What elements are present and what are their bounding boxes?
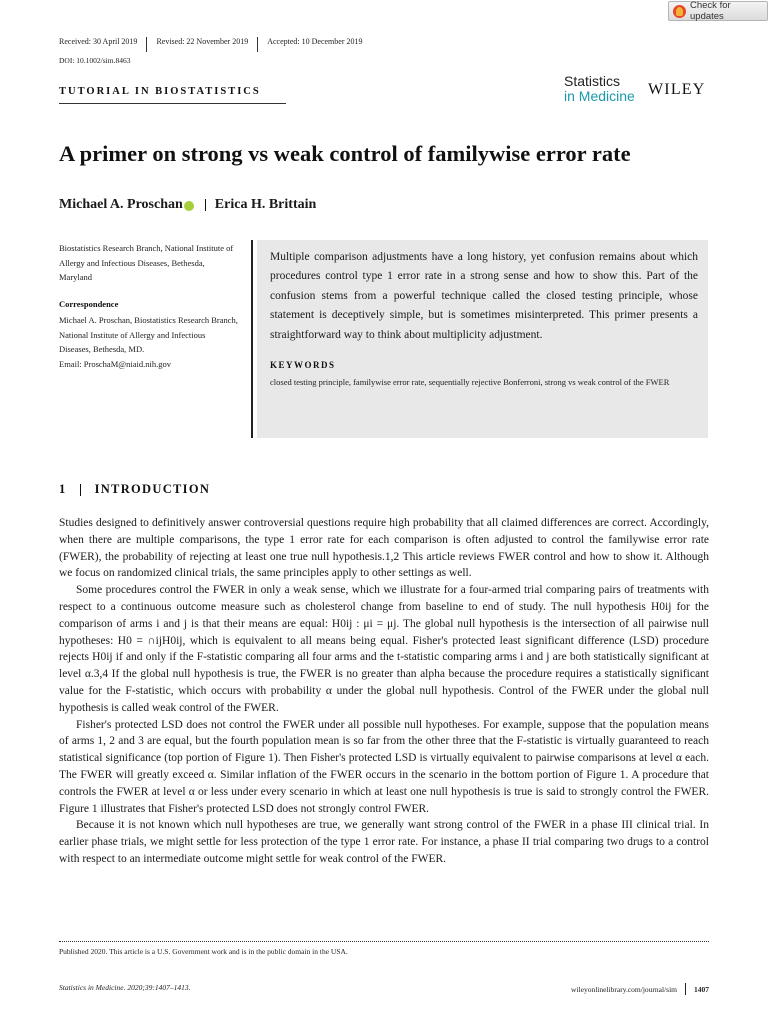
- footer-right: [571, 983, 709, 995]
- journal-url[interactable]: wileyonlinelibrary.com/journal/sim: [571, 984, 677, 994]
- section-number: 1: [59, 482, 67, 496]
- correspondence-heading: Correspondence: [59, 299, 119, 309]
- footer-citation: [59, 983, 190, 992]
- body-text: [59, 515, 709, 868]
- correspondence-block: [59, 313, 239, 372]
- author-divider: [205, 199, 206, 211]
- correspondence-email[interactable]: Email: ProschaM@niaid.nih.gov: [59, 359, 171, 370]
- article-title: A primer on strong vs weak control of familywise error rate: [59, 141, 631, 166]
- keywords-text: closed testing principle, familywise error rate, sequentially rejective Bonferroni, strong vs weak control of the FWER: [270, 377, 670, 388]
- section-type-rule: [59, 103, 286, 104]
- paragraph: Some procedures control the FWER in only a weak sense, which we illustrate for a four-armed trial comparing pairs of treatments with respect to a continuous outcome measure such as cholesterol change from baseline to end of study. The null hypothesis H0ij for the comparison of arms i and j is that their means are equal: H0ij : μi = μj. The global null hypothesis is the intersection of all pairwise null hypotheses: H0 = ∩ijH0ij, which is equivalent to all means being equal. Fisher's protected least significant difference (LSD) procedure rejects H0ij if and only if the F-statistic comparing all four arms and the t-statistic comparing arms i and j are both statistically significant at level α.3,4 If the global null hypothesis is true, the FWER is no greater than alpha because the procedure requires a statistically significant value for the F-statistic, which occurs with probability α under the global null hypothesis. Control of the FWER under the global null hypothesis is called weak control of the FWER.: [59, 584, 709, 714]
- check-for-updates-button[interactable]: [668, 1, 768, 21]
- author-list: [59, 197, 316, 213]
- author-brittain[interactable]: Erica H. Brittain: [214, 197, 317, 212]
- author-proschan[interactable]: Michael A. Proschan: [59, 197, 183, 212]
- revised-date: Revised: 22 November 2019: [146, 37, 257, 52]
- abstract-text: Multiple comparison adjustments have a long history, yet confusion remains about which procedures control type 1 error rate in a strong sense and how to show this. Part of the confusion stems from a powerful technique called the closed testing principle, whose statement is deceptively simple, but is sometimes misinterpreted. This primer presents a straightforward way to think about multiplicity adjustment.: [270, 251, 698, 341]
- journal-logo: [564, 74, 635, 104]
- affiliation: Biostatistics Research Branch, National Institute of Allergy and Infectious Diseases, Bethesda, Maryland: [59, 243, 234, 283]
- abstract-box: [257, 240, 708, 438]
- introduction-heading: [59, 482, 210, 497]
- keywords-heading: KEYWORDS: [270, 360, 336, 371]
- heading-divider: [80, 484, 81, 496]
- footnote-rule: [59, 941, 709, 942]
- citation-text: Statistics in Medicine. 2020;39:1407–1413.: [59, 983, 191, 992]
- doi: DOI: 10.1002/sim.8463: [59, 56, 131, 65]
- received-date: Received: 30 April 2019: [59, 37, 138, 46]
- page-number: 1407: [694, 984, 709, 994]
- paragraph: Fisher's protected LSD does not control the FWER under all possible null hypotheses. For example, suppose that the population means of arms 1, 2 and 3 are equal, but the fourth population mean is so far from the other three that the F-statistic is virtually guaranteed to reach statistical significance (top portion of Figure 1). Then Fisher's protected LSD is virtually equivalent to pairwise comparisons at level α each. The FWER will greatly exceed α. Similar inflation of the FWER occurs in the scenario in the bottom portion of Figure 1. A procedure that controls the FWER at level α or less under every scenario in which at least one null hypothesis is true is said to strongly control the FWER. Figure 1 illustrates that Fisher's protected LSD does not strongly control FWER.: [59, 718, 709, 815]
- article-dates: [59, 37, 372, 52]
- accepted-date: Accepted: 10 December 2019: [257, 37, 371, 52]
- orcid-icon[interactable]: [184, 201, 194, 211]
- correspondence-address: Michael A. Proschan, Biostatistics Research Branch, National Institute of Allergy and Infectious Diseases, Bethesda, MD.: [59, 315, 238, 355]
- footer-divider: [685, 983, 686, 995]
- abstract-rule: [251, 240, 253, 438]
- check-updates-icon: [673, 5, 686, 18]
- publisher-logo: WILEY: [648, 81, 706, 98]
- footnote: Published 2020. This article is a U.S. Government work and is in the public domain in the USA.: [59, 947, 348, 956]
- journal-name-line2: in Medicine: [564, 88, 635, 104]
- check-updates-label: Check for updates: [690, 0, 731, 22]
- section-title: INTRODUCTION: [94, 482, 211, 496]
- paragraph: Studies designed to definitively answer controversial questions require high probability that all claimed differences are correct. Accordingly, when there are multiple comparisons, the type 1 error rate for each comparison is often adjusted to control the familywise error rate (FWER), the probability of rejecting at least one true null hypothesis.1,2 This article reviews FWER control and how to show it. Although we focus on randomized clinical trials, the same principles apply to other settings as well.: [59, 517, 709, 580]
- journal-name-line1: Statistics: [564, 73, 621, 89]
- section-type: TUTORIAL IN BIOSTATISTICS: [59, 86, 261, 97]
- paragraph: Because it is not known which null hypotheses are true, we generally want strong control of the FWER in a phase III clinical trial. In earlier phase trials, we might settle for less protection of the type 1 error rate. For instance, a phase II trial comparing two drugs to a control with respect to an intermediate outcome might settle for weak control of the FWER.: [59, 819, 709, 865]
